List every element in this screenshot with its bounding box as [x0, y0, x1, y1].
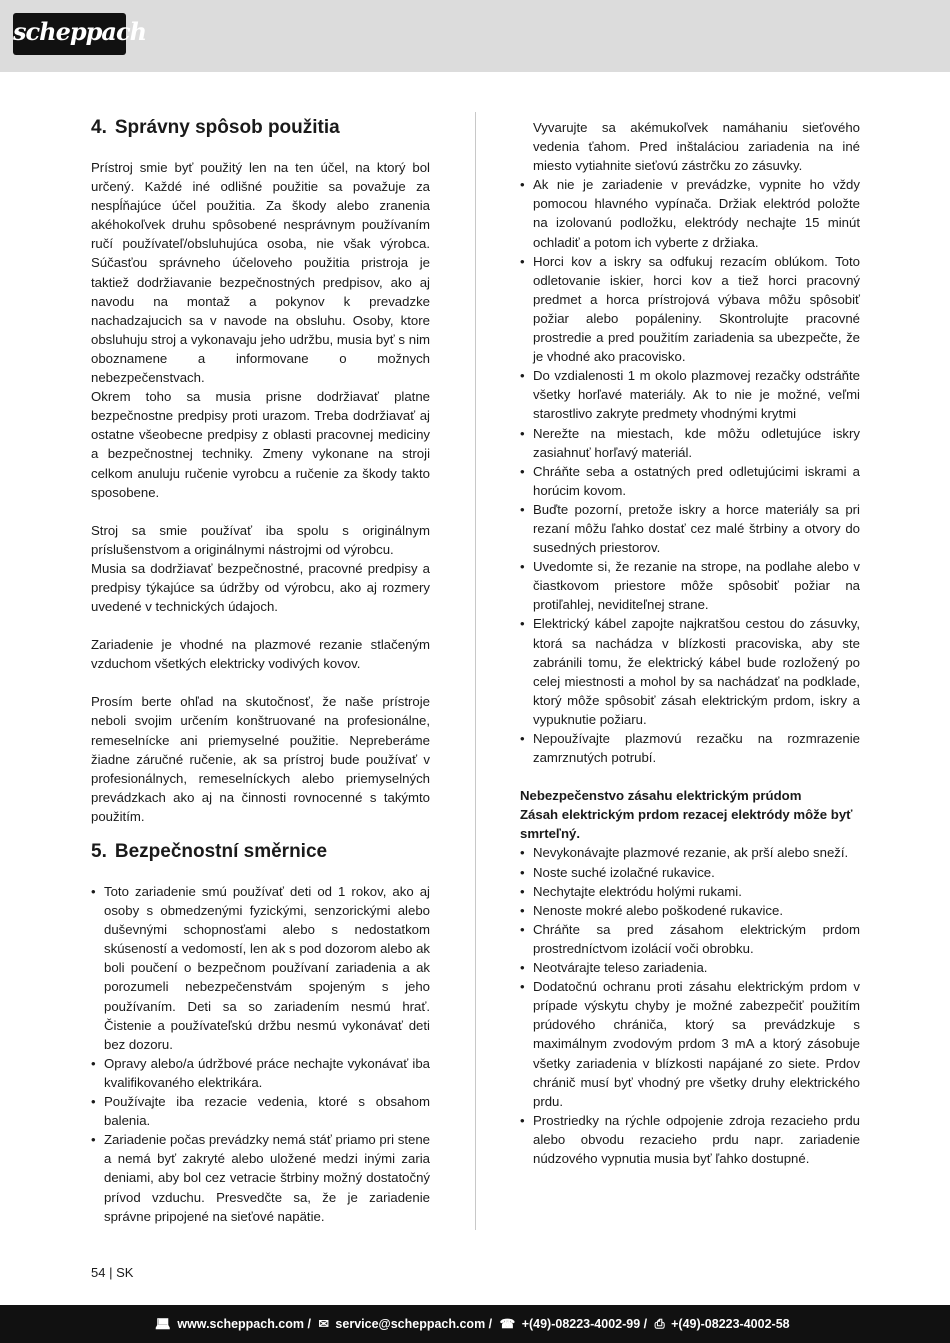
- section-4-heading: [91, 116, 430, 140]
- section-5-title: Bezpečnostní směrnice: [114, 841, 328, 862]
- section-5-number: 5.: [91, 841, 107, 862]
- laptop-icon: 💻︎: [155, 1317, 171, 1331]
- continued-bullet-text: Vyvarujte sa akémukoľvek namáhaniu sieťového vedenia ťahom. Pred inštaláciou zariadenia na iné miesto vytiahnite sieťovú zástrčku zo zásuvky.: [533, 120, 860, 174]
- list-item: • Neotvárajte teleso zariadenia.: [520, 958, 860, 977]
- scheppach-logo: [13, 13, 147, 55]
- website-link[interactable]: www.scheppach.com /: [177, 1317, 311, 1331]
- list-item: • Nevykonávajte plazmové rezanie, ak prší alebo sneží.: [520, 843, 860, 862]
- page-footer: [0, 1305, 950, 1343]
- right-column: [520, 118, 860, 1168]
- list-item: • Nenoste mokré alebo poškodené rukavice.: [520, 901, 860, 920]
- list-item: • Zariadenie počas prevádzky nemá stáť priamo pri stene a nemá byť zakryté alebo uložené medzi inými zaria deniami, aby bol cez vetracie štrbiny možný dostatočný prívod vzduchu. Presvedčte sa, že je zariadenie správne pripojené na sieťové napätie.: [91, 1130, 430, 1225]
- page-header: [0, 0, 950, 72]
- email-icon: ✉︎: [318, 1317, 329, 1331]
- list-item: • Toto zariadenie smú používať deti od 1 rokov, ako aj osoby s obmedzenými fyzickými, senzorickými alebo duševnými schopnosťami alebo s nedostatkom skúseností a vedomostí, len ak s pod dozorom alebo ak boli poučení o bezpečnom používaní zariadenia a ak porozumeli nebezpečenstvám spojeným s jeho používaním. Deti sa so zariadením nesmú hrať. Čistenie a používateľskú držbu nesmú vykonávať deti bez dozoru.: [91, 882, 430, 1054]
- page-number: [91, 1265, 133, 1280]
- list-item: • Nepoužívajte plazmovú rezačku na rozmrazenie zamrznutých potrubí.: [520, 729, 860, 767]
- list-item: • Prostriedky na rýchle odpojenie zdroja rezacieho prdu alebo obvodu rezacieho prdu napr. zariadenie núdzového vypnutia musia byť ľahko dostupné.: [520, 1111, 860, 1168]
- intended-use-paragraph-5: Zariadenie je vhodné na plazmové rezanie stlačeným vzduchom všetkých elektricky vodivých kovov.: [91, 637, 430, 672]
- list-item: • Nechytajte elektródu holými rukami.: [520, 882, 860, 901]
- email-link[interactable]: service@scheppach.com /: [335, 1317, 493, 1331]
- column-divider: [475, 112, 476, 1230]
- list-item: • Horci kov a iskry sa odfukuj rezacím oblúkom. Toto odletovanie iskier, horci kov a tiež horci pracovný predmet a horca prístrojová výbava môžu spôsobiť požiar alebo popáleniny. Skontrolujte pracovné prostredie a pred použitím zariadenia sa ubezpečte, že je vhodné ako pracovisko.: [520, 252, 860, 367]
- phone-number: +(49)-08223-4002-99 /: [521, 1317, 648, 1331]
- phone-icon: ☎︎: [499, 1317, 516, 1331]
- intended-use-paragraph-3: Stroj sa smie používať iba spolu s originálnym príslušenstvom a originálnymi nástrojmi od výrobcu.: [91, 522, 430, 557]
- list-item: • Uvedomte si, že rezanie na strope, na podlahe alebo v čiastkovom priestore môže spôsobiť požiar na protiľahlej, neviditeľnej strane.: [520, 557, 860, 614]
- intended-use-paragraph-1: Prístroj smie byť použitý len na ten účel, na ktorý bol určený. Každé iné odlišné použitie sa považuje za nespĺňajúce účel použitia. Za škody alebo zranenia akéhokoľvek druhu spôsobené nesprávnym používaním ručí používateľ/obsluhujúca osoba, nie však výrobca. Súčasťou správneho účeloveho použitia pristroja je taktiež dodržiavanie bezpečnostných predpisov, ako aj navodu na montaž a pokynov k prevadzke nachadzajucich sa v navode na obsluhu. Osoby, ktore obsluhuju stroj a vykonavaju jeho udržbu, musia byť s nim oboznamene a informovane o možnych nebezpečenstvach.: [91, 160, 430, 386]
- safety-bullet-list-continued: [520, 175, 860, 767]
- list-item: • Noste suché izolačné rukavice.: [520, 863, 860, 882]
- list-item: • Do vzdialenosti 1 m okolo plazmovej rezačky odstráňte všetky horľavé materiály. Ak to nie je možné, veľmi starostlivo zakryte predmety vhodnými krytmi: [520, 366, 860, 423]
- fax-icon: ⎙: [654, 1317, 665, 1331]
- list-item: • Ak nie je zariadenie v prevádzke, vypnite ho vždy pomocou hlavného vypínača. Držiak elektród položte na izolovanú podložku, elektródy nechajte 15 minút ochladiť a potom ich vyberte z držiaka.: [520, 175, 860, 251]
- list-item: • Buďte pozorní, pretože iskry a horce materiály sa pri rezaní môžu ľahko dostať cez malé štrbiny a otvory do susedných priestorov.: [520, 500, 860, 557]
- intended-use-paragraph-4: Musia sa dodržiavať bezpečnostné, pracovné predpisy a predpisy týkajúce sa údržby od výrobcu, ako aj rozmery uvedené v technických údajoch.: [91, 560, 430, 615]
- intended-use-paragraph-6: Prosím berte ohľad na skutočnosť, že naše prístroje neboli svojim určením konštruované na profesionálne, remeselnícke ani priemyselné použitie. Nepreberáme žiadne záručné ručenie, ak sa prístroj bude používať v profesionálnych, remeselníckych alebo priemyselných prevádzkach ako aj na činnosti rovnocenné s takýmto použitím.: [91, 694, 430, 824]
- electric-shock-bullet-list: [520, 843, 860, 1168]
- fax-number: +(49)-08223-4002-58: [671, 1317, 790, 1331]
- list-item: • Nerežte na miestach, kde môžu odletujúce iskry zasiahnuť horľavý materiál.: [520, 424, 860, 462]
- section-4-title: Správny spôsob použitia: [114, 117, 340, 138]
- section-4-number: 4.: [91, 117, 107, 138]
- safety-bullet-list: [91, 882, 430, 1226]
- list-item: • Opravy alebo/a údržbové práce nechajte vykonávať iba kvalifikovaného elektrikára.: [91, 1054, 430, 1092]
- electric-shock-warning-subtitle: Zásah elektrickým prdom rezacej elektródy môže byť smrteľný.: [520, 807, 853, 842]
- page-number-value: 54: [91, 1265, 106, 1280]
- electric-shock-warning-title: Nebezpečenstvo zásahu elektrickým prúdom: [520, 788, 802, 804]
- page-number-separator: |: [109, 1265, 117, 1280]
- list-item: • Používajte iba rezacie vedenia, ktoré s obsahom balenia.: [91, 1092, 430, 1130]
- list-item: • Dodatočnú ochranu proti zásahu elektrickým prdom v prípade výskytu chyby je možné zabezpečiť použitím prúdového chrániča, ktorý sa prevádzkuje s maximálnym zvodovým prdom 3 mA a ktorý zásobuje všetky zariadenia v blízkosti napájané zo siete. Prdov chránič musí byť vhodný pre všetky druhy elektrického prdu.: [520, 977, 860, 1111]
- section-5-heading: [91, 840, 430, 864]
- list-item: • Elektrický kábel zapojte najkratšou cestou do zásuvky, ktorá sa nachádza v blízkosti pracoviska, aby ste zabránili tomu, že elektrický kábel bude rozložený po celej miestnosti a mohol by sa nachádzať na podklade, ktorý môže spôsobiť zásah elektrickým prdom, iskry a vypuknutie požiaru.: [520, 614, 860, 729]
- logo-text: scheppach: [13, 17, 147, 46]
- language-code: SK: [116, 1265, 134, 1280]
- intended-use-paragraph-2: Okrem toho sa musia prisne dodržiavať platne bezpečnostne predpisy proti urazom. Treba dodržiavať aj ostatne všeobecne predpisy z oblasti pracovnej mediciny a bezpečnostnej techniky. Zmeny vykonane na stroji celkom anuluju ručenie vyrobcu a ručenie za škody takto sposobene.: [91, 389, 430, 500]
- left-column: [91, 110, 430, 1226]
- list-item: • Chráňte seba a ostatných pred odletujúcimi iskrami a horúcim kovom.: [520, 462, 860, 500]
- list-item: • Chráňte sa pred zásahom elektrickým prdom prostredníctvom izolácií voči obrobku.: [520, 920, 860, 958]
